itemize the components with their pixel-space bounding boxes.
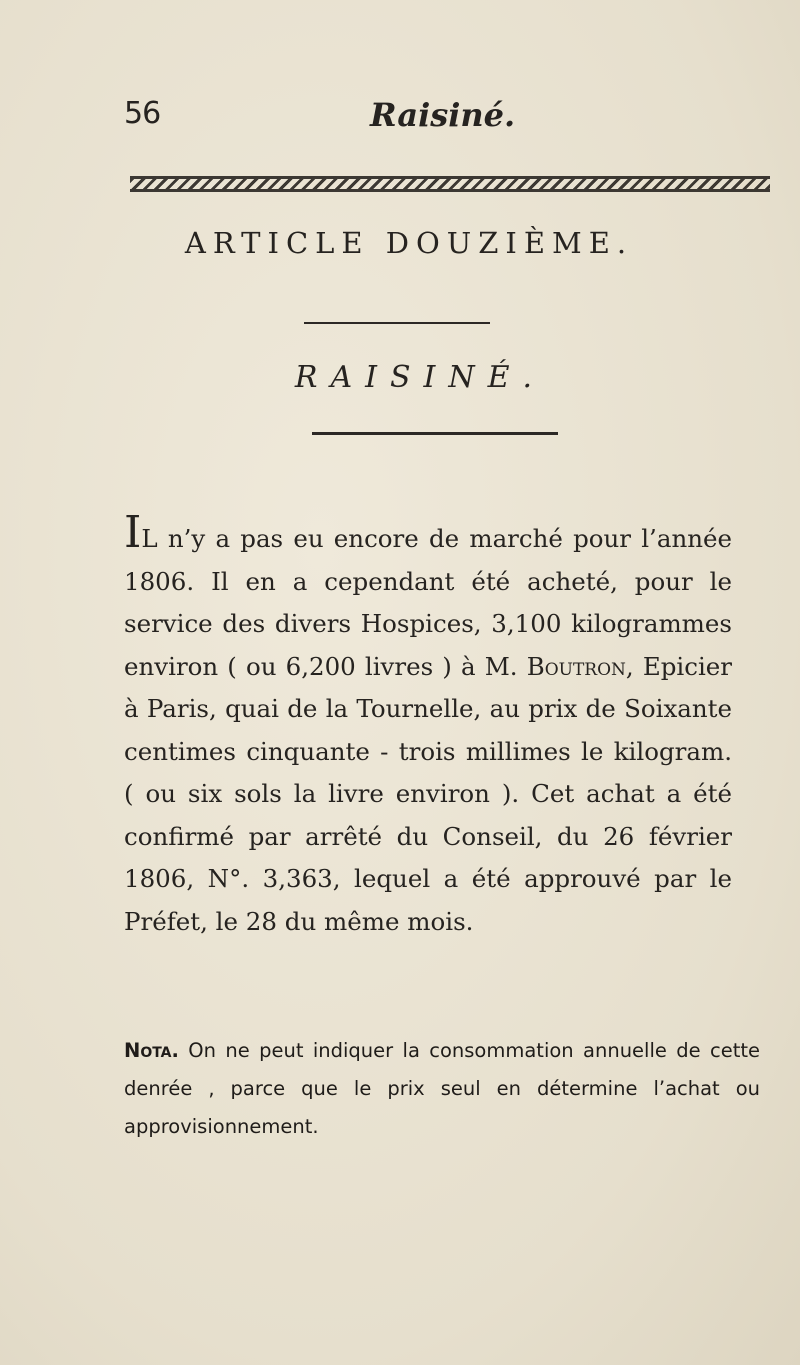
divider-rule-bottom [312, 432, 558, 435]
page-number: 56 [124, 96, 161, 131]
running-title: Raisiné. [370, 96, 516, 134]
body-text-part1: L n’y a pas eu encore de marché pour l’année 1806. Il en a cependant été acheté, pour le service des divers Hospices, 3,100 kilogrammes environ ( ou 6,200 livres ) à M. [124, 524, 732, 681]
nota-label: Nota. [124, 1039, 179, 1062]
article-heading: ARTICLE DOUZIÈME. [184, 226, 634, 260]
divider-rule-top [304, 322, 490, 324]
merchant-name: Boutron [526, 651, 626, 681]
running-head [124, 96, 684, 146]
nota-text: On ne peut indiquer la consommation annuelle de cette denrée , parce que le prix seul en détermine l’achat ou approvisionnement. [124, 1039, 760, 1138]
header-ornament-rule [130, 176, 770, 192]
body-paragraph [124, 507, 732, 943]
nota-footnote [124, 1032, 760, 1146]
body-text-part2: , Epicier à Paris, quai de la Tournelle, au prix de Soixante centimes cinquante - trois millimes le kilogram. ( ou six sols la livre environ ). Cet achat a été confirmé par arrêté du Conseil, du 26 février 1806, N°. 3,363, lequel a été approuvé par le Préfet, le 28 du même mois. [124, 651, 732, 936]
section-title: RAISINÉ. [294, 360, 546, 395]
dropcap: I [124, 507, 142, 558]
